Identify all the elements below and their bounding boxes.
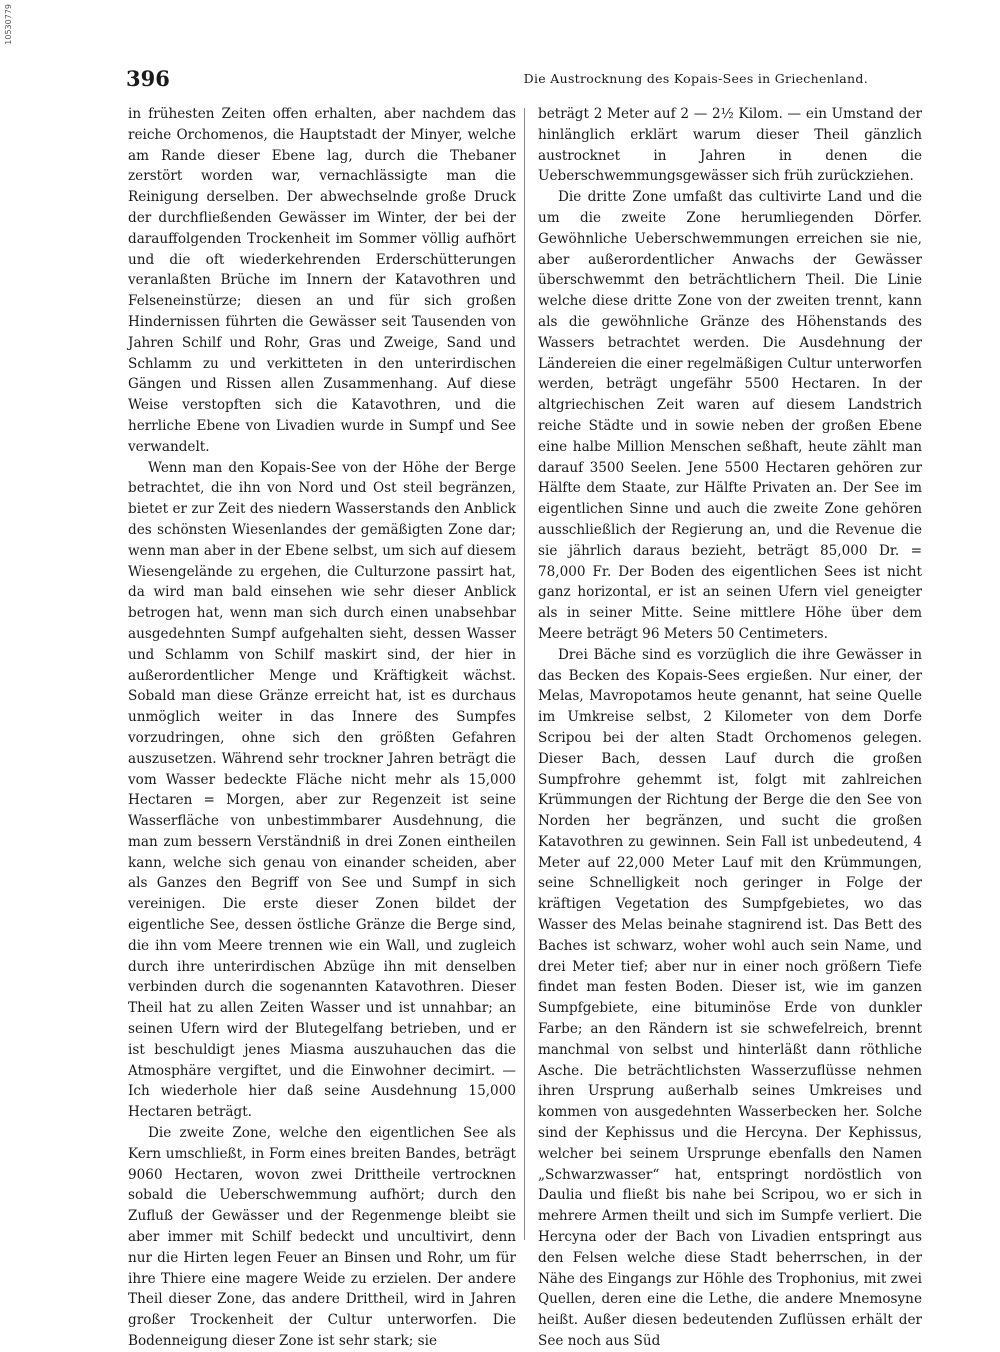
scan-id-label: 10530779 [4,4,13,45]
paragraph: Wenn man den Kopais-See von der Höhe der Berge betrachtet, die ihn von Nord und Ost steil begränzen, bietet er zur Zeit des niedern Wasserstands den Anblick des schönsten Wiesenlandes der gemäßigten Zone dar; wenn man aber in der Ebene selbst, um sich auf diesem Wiesengelände zu ergehen, die Culturzone passirt hat, da wird man bald einsehen wie sehr dieser Anblick betrogen hat, wenn man sich durch einen unabsehbar ausgedehnten Sumpf aufgehalten sieht, dessen Wasser und Schlamm von Schilf maskirt sind, der hier in außerordentlicher Menge und Kräftigkeit wächst. Sobald man diese Gränze erreicht hat, ist es durchaus unmöglich weiter in das Innere des Sumpfes vorzudringen, ohne sich den größten Gefahren auszusetzen. Während sehr trockner Jahren beträgt die vom Wasser bedeckte Fläche nicht mehr als 15,000 Hectaren = Morgen, aber zur Regenzeit ist seine Wasserfläche von unbestimmbarer Ausdehnung, die man zum bessern Verständniß in drei Zonen eintheilen kann, welche sich genau von einander scheiden, aber als Ganzes den Begriff von See und Sumpf in sich vereinigen. Die erste dieser Zonen bildet der eigentliche See, dessen östliche Gränze die Berge sind, die ihn vom Meere trennen wie ein Wall, und zugleich durch ihre unterirdischen Abzüge ihn mit denselben verbinden durch die sogenannten Katavothren. Dieser Theil hat zu allen Zeiten Wasser und ist unnahbar; an seinen Ufern wird der Blutegelfang betrieben, und er ist beschuldigt jenes Miasma auszuhauchen das die Atmosphäre vergiftet, und die Einwohner decimirt. — Ich wiederhole hier daß seine Ausdehnung 15,000 Hectaren beträgt. [128,459,516,1121]
paragraph: Drei Bäche sind es vorzüglich die ihre Gewässer in das Becken des Kopais-Sees ergießen. Nur einer, der Melas, Mavropotamos heute genannt, hat seine Quelle im Umkreise selbst, 2 Kilometer von dem Dorfe Scripou bei der alten Stadt Orchomenos gelegen. Dieser Bach, dessen Lauf durch die großen Sumpfrohre gehemmt ist, folgt mit zahlreichen Krümmungen der Richtung der Berge die den See von Norden her begränzen, und sucht die großen Katavothren zu gewinnen. Sein Fall ist unbedeutend, 4 Meter auf 22,000 Meter Lauf mit den Krümmungen, seine Schnelligkeit noch geringer in Folge der kräftigen Vegetation des Sumpfgebietes, wo das Wasser des Melas beinahe stagnirend ist. Das Bett des Baches ist schwarz, woher wohl auch sein Name, und drei Meter tief; aber nur in einer noch größern Tiefe findet man festen Boden. Dieser ist, wie im ganzen Sumpfgebiete, eine bituminöse Erde von dunkler Farbe; an den Rändern ist sie schwefelreich, brennt manchmal von selbst und hinterläßt dann röthliche Asche. Die beträchtlichsten Wasserzuflüsse nehmen ihren Ursprung außerhalb seines Umkreises und kommen von ausgedehnten Wasserbecken her. Solche sind der Kephissus und die Hercyna. Der Kephissus, welcher bei seinem Ursprunge ebenfalls den Namen „Schwarzwasser“ hat, entspringt nordöstlich von Daulia und fließt bis nahe bei Scripou, wo er sich in mehrere Armen theilt und sich im Sumpfe verliert. Die Hercyna oder der Bach von Livadien entspringt aus den Felsen welche diese Stadt beherrschen, in der Nähe des Eingangs zur Höhle des Trophonius, mit zwei Quellen, deren eine die Lethe, die andere Mnemosyne heißt. Außer diesen bedeutenden Zuflüssen erhält der See noch aus Süd [538,646,922,1350]
page-header [126,66,880,96]
column-divider [524,108,525,1240]
paragraph: Die dritte Zone umfaßt das cultivirte Land und die um die zweite Zone herumliegenden Dörfer. Gewöhnliche Ueberschwemmungen erreichen sie nie, aber außerordentlicher Anwachs der Gewässer überschwemmt den beträchtlichern Theil. Die Linie welche diese dritte Zone von der zweiten trennt, kann als die gewöhnliche Gränze des Höhenstands des Wassers betrachtet werden. Die Ausdehnung der Ländereien die einer regelmäßigen Cultur unterworfen werden, beträgt ungefähr 5500 Hectaren. In der altgriechischen Zeit waren auf diesem Landstrich reiche Städte und in sowie neben der großen Ebene eine halbe Million Menschen seßhaft, heute zählt man darauf 3500 Seelen. Jene 5500 Hectaren gehören zur Hälfte dem Staate, zur Hälfte Privaten an. Der See im eigentlichen Sinne und auch die zweite Zone gehören ausschließlich der Regierung an, und die Revenue die sie jährlich daraus bezieht, beträgt 85,000 Dr. = 78,000 Fr. Der Boden des eigentlichen Sees ist nicht ganz horizontal, er ist an seinen Ufern viel geneigter als in seiner Mitte. Seine mittlere Höhe über dem Meere beträgt 96 Meters 50 Centimeters. [538,189,922,642]
page-number: 396 [126,66,170,91]
paragraph: beträgt 2 Meter auf 2 — 2½ Kilom. — ein Umstand der hinlänglich erklärt warum dieser Theil gänzlich austrocknet in Jahren in denen die Ueberschwemmungsgewässer sich früh zurückziehen. [538,106,922,185]
right-text-column [538,104,922,1350]
paragraph: Die zweite Zone, welche den eigentlichen See als Kern umschließt, in Form eines breiten Bandes, beträgt 9060 Hectaren, wovon zwei Drittheile vertrocknen sobald die Ueberschwemmung aufhört; durch den Zufluß der Gewässer und der Regenmenge bleibt sie aber immer mit Schilf bedeckt und uncultivirt, denn nur die Hirten legen Feuer an Binsen und Rohr, um für ihre Thiere eine magere Weide zu erzielen. Der andere Theil dieser Zone, das andere Drittheil, wird in Jahren großer Trockenheit der Cultur unterworfen. Die Bodenneigung dieser Zone ist sehr stark; sie [128,1125,516,1350]
running-title: Die Austrocknung des Kopais-Sees in Griechenland. [523,71,868,86]
paragraph: in frühesten Zeiten offen erhalten, aber nachdem das reiche Orchomenos, die Hauptstadt der Minyer, welche am Rande dieser Ebene lag, durch die Thebaner zerstört worden war, vernachlässigte man die Reinigung derselben. Der abwechselnde große Druck der durchfließenden Gewässer im Winter, der bei der darauffolgenden Trockenheit im Sommer völlig aufhört und die oft wiederkehrenden Erderschütterungen veranlaßten Brüche im Innern der Katavothren und Felseneinstürze; diesen an und für sich großen Hindernissen führten die Gewässer seit Tausenden von Jahren Schilf und Rohr, Gras und Zweige, Sand und Schlamm zu und verkitteten in den unterirdischen Gängen und Rissen allen Zusammenhang. Auf diese Weise verstopften sich die Katavothren, und die herrliche Ebene von Livadien wurde in Sumpf und See verwandelt. [128,106,516,455]
left-text-column [128,104,516,1350]
